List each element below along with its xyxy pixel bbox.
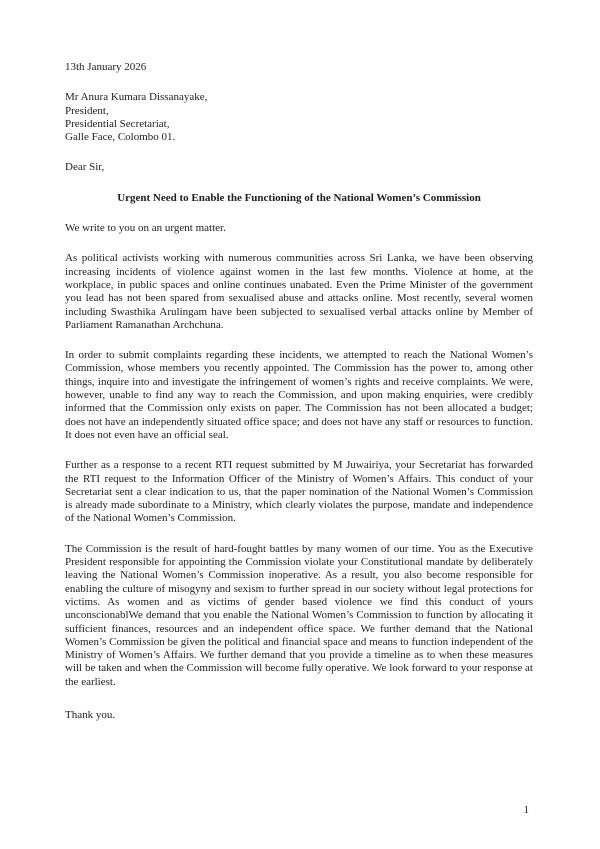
letter-content [65,61,533,739]
body-paragraph-1: As political activists working with numerous communities across Sri Lanka, we have been observing increasing incidents of violence against women in the last few months. Violence at home, at the workplace, in public spaces and online continues unabated. Even the Prime Minister of the government you lead has not been spared from sexualised abuse and attacks online. Most recently, several women including Swasthika Arulingam have been subjected to sexualised verbal attacks online by Member of Parliament Ramanathan Archchuna. [65,252,533,331]
subject-line: Urgent Need to Enable the Functioning of the National Women’s Commission [117,191,481,204]
body-paragraph-2: In order to submit complaints regarding these incidents, we attempted to reach the National Women’s Commission, whose members you recently appointed. The Commission has the power to, among other things, inquire into and investigate the infringement of women’s rights and receive complaints. We were, however, unable to find any way to reach the Commission, and upon making enquiries, were credibly informed that the Commission only exists on paper. The Commission has not been allocated a budget; does not have an independently situated office space; and does not have any staff or resources to function. It does not even have an official seal. [65,349,533,441]
recipient-title: President, [65,104,109,117]
body-paragraph-4: The Commission is the result of hard-fought battles by many women of our time. You as the Executive President responsible for appointing the Commission violate your Constitutional mandate by deliberately leaving the National Women’s Commission inoperative. As a result, you also become responsible for enabling the culture of misogyny and sexism to further spread in our society without legal protections for victims. As women and as victims of gender based violence we find this conduct of yours unconscionablWe demand that you enable the National Women’s Commission to function by allocating it sufficient finances, resources and an independent office space. We further demand that the National Women’s Commission be given the political and financial space and means to function independent of the Ministry of Women’s Affairs. We further demand that you provide a timeline as to when these measures will be taken and when the Commission will become fully operative. We look forward to your response at the earliest. [65,542,533,688]
page-number: 1 [523,804,529,816]
recipient-office: Presidential Secretariat, [65,117,170,130]
letter-date: 13th January 2026 [65,61,147,73]
opening-line: We write to you on an urgent matter. [65,222,226,235]
recipient-location: Galle Face, Colombo 01. [65,131,176,144]
recipient-address [65,91,533,144]
recipient-name: Mr Anura Kumara Dissanayake, [65,91,208,104]
body-paragraph-3: Further as a response to a recent RTI request submitted by M Juwairiya, your Secretariat has forwarded the RTI request to the Information Officer of the Ministry of Women’s Affairs. This conduct of your Secretariat sent a clear indication to us, that the paper nomination of the National Women’s Commission is already made subordinate to a Ministry, which clearly violates the purpose, mandate and independence of the National Women’s Commission. [65,459,533,525]
closing-line: Thank you. [65,708,116,721]
salutation: Dear Sir, [65,161,105,174]
